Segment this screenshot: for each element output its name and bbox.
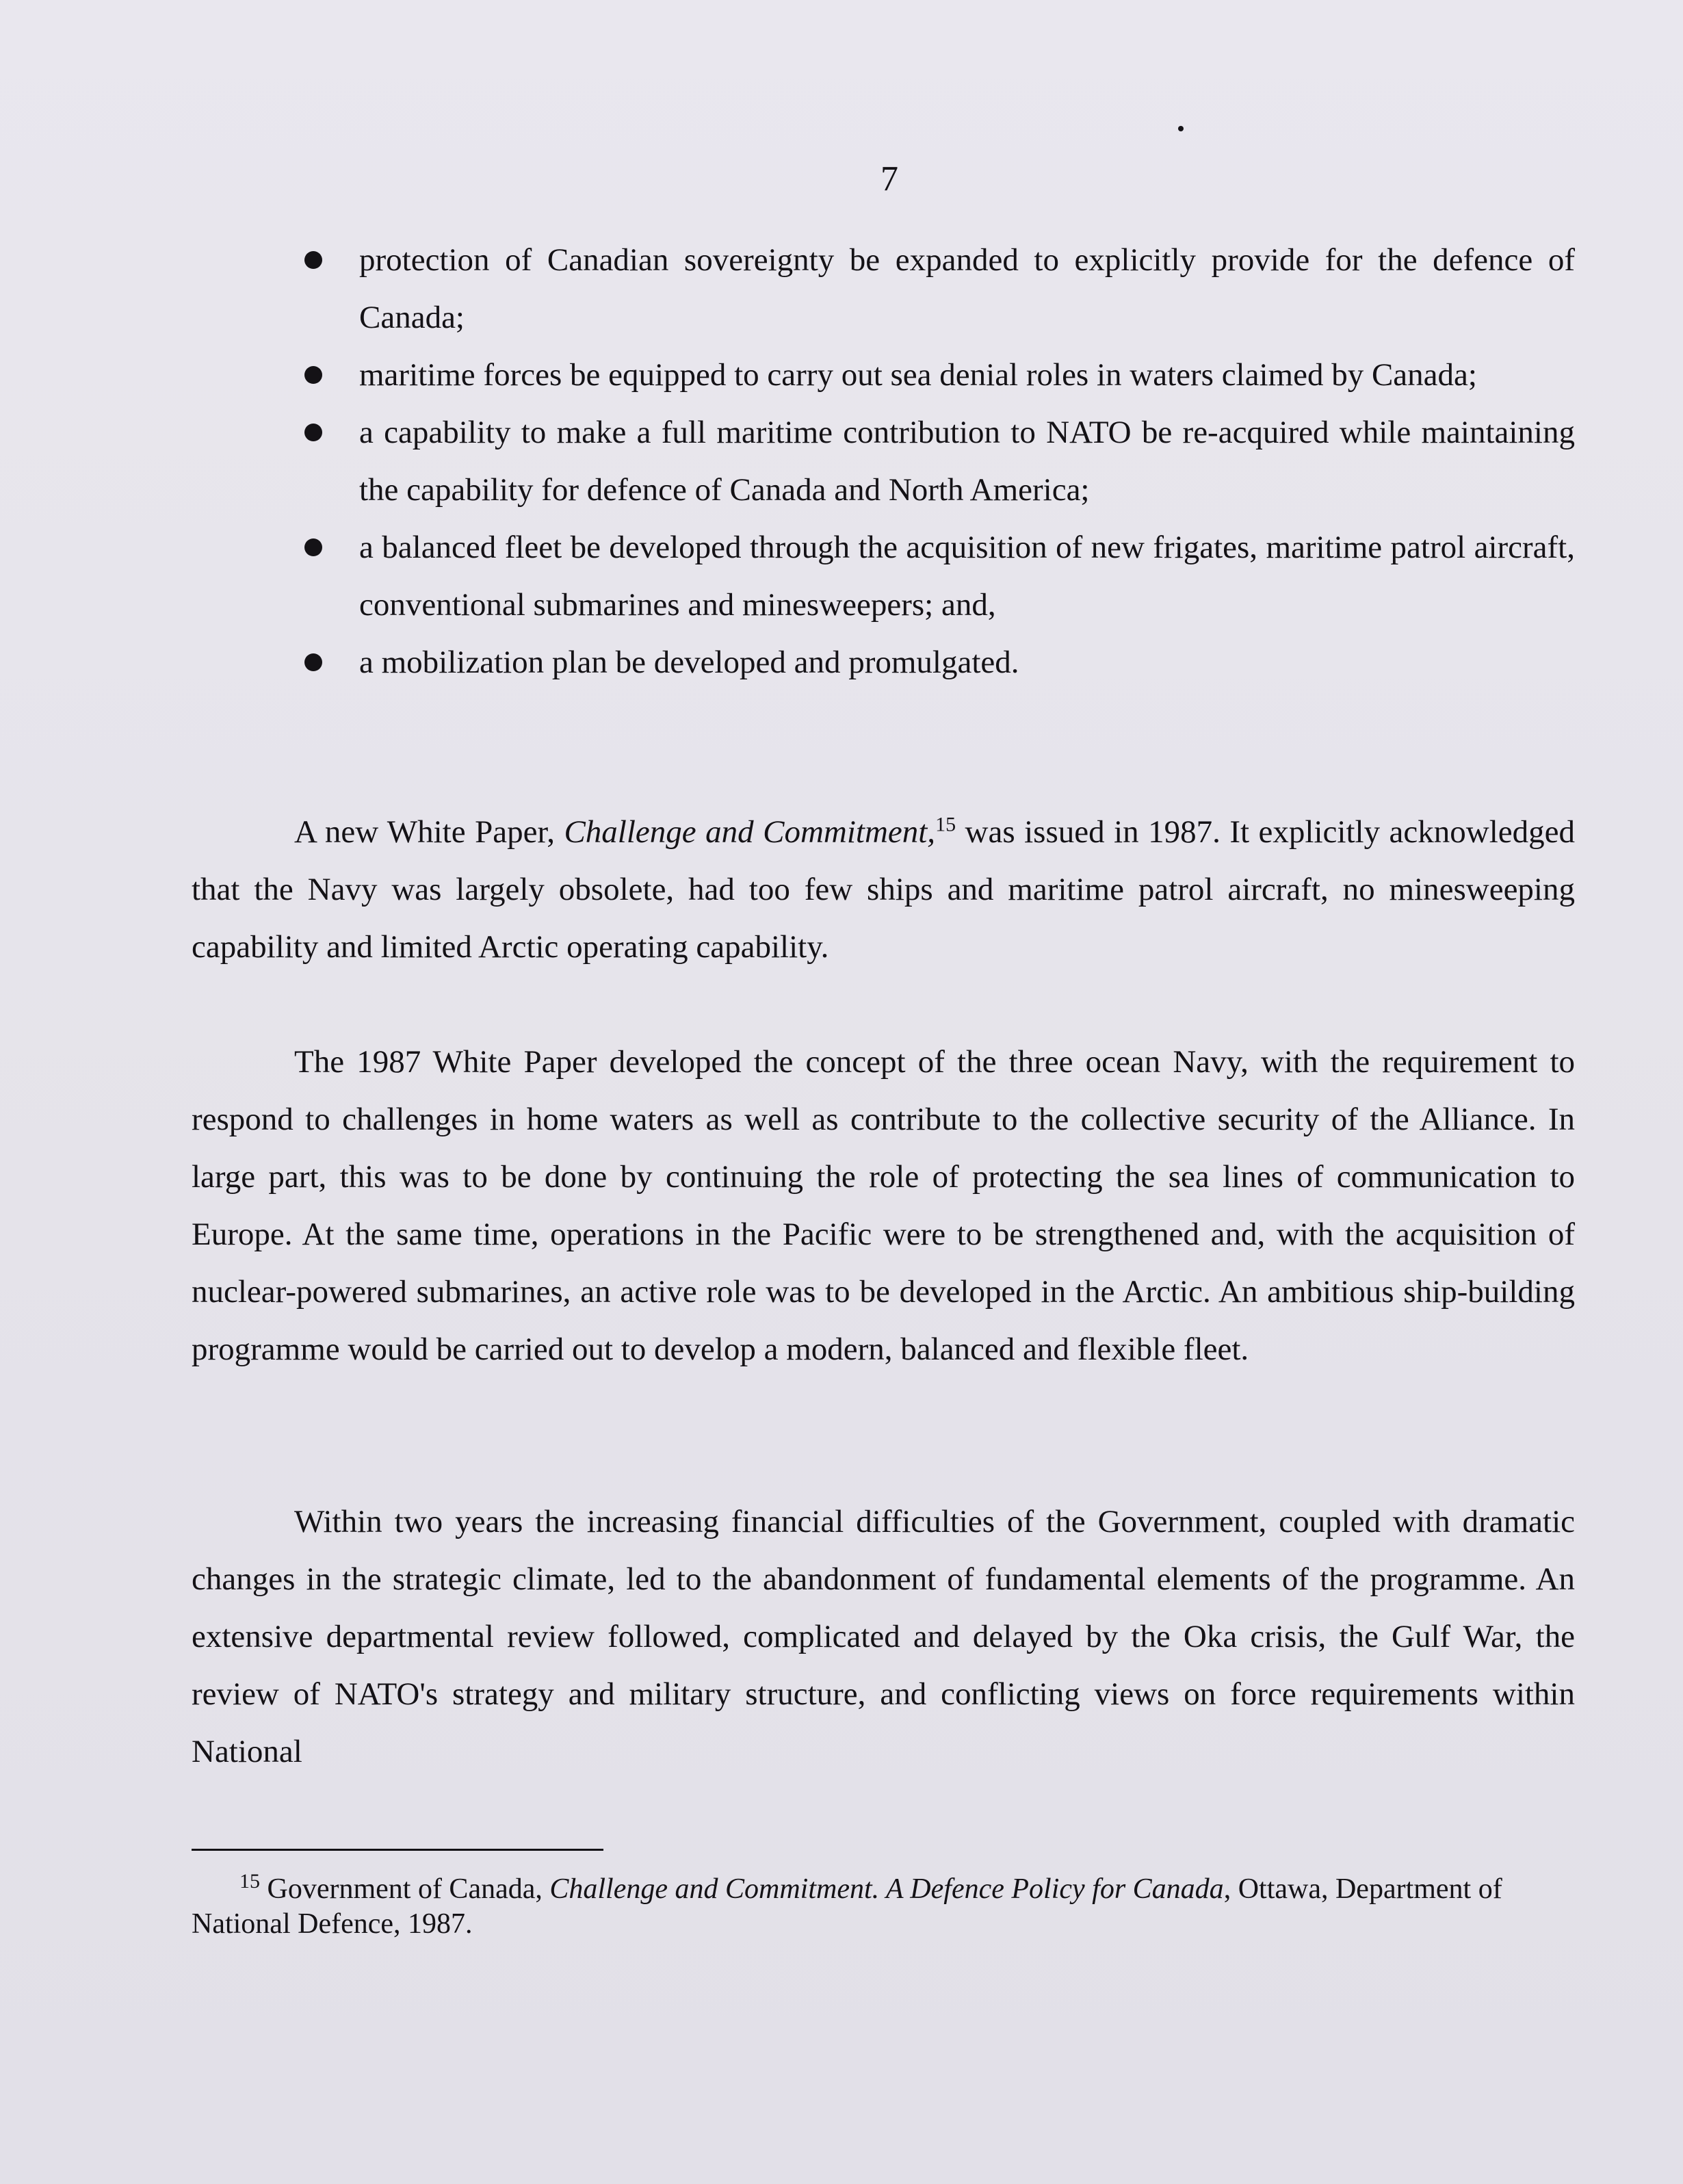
list-item — [301, 519, 1575, 634]
footnote-author: Government of Canada, — [260, 1873, 550, 1905]
publication-title: Challenge and Commitment, — [564, 814, 936, 850]
paragraph-text: A new White Paper, — [294, 814, 564, 850]
paragraph-three-ocean-navy: The 1987 White Paper developed the concept of the three ocean Navy, with the requirement to respond to challenges in home waters as well as contribute to the collective security of the Alliance. In large part, this was to be done by continuing the role of protecting the sea lines of communication to Europe. At the same time, operations in the Pacific were to be strengthened and, with the acquisition of nuclear-powered submarines, an active role was to be developed in the Arctic. An ambitious ship-building programme would be carried out to develop a modern, balanced and flexible fleet. — [192, 1044, 1575, 1367]
bullet-icon — [304, 538, 322, 556]
bullet-icon — [304, 424, 322, 441]
footnote-title: Challenge and Commitment. A Defence Policy for Canada — [549, 1873, 1224, 1905]
page-number: 7 — [880, 159, 898, 198]
list-item-text: a capability to make a full maritime contribution to NATO be re-acquired while maintaining the capability for defence of Canada and North America; — [359, 415, 1575, 508]
footnote-citation: , Ottawa, Department of National Defence, 1987. — [192, 1873, 1502, 1940]
list-item-text: maritime forces be equipped to carry out sea denial roles in waters claimed by Canada; — [359, 357, 1477, 393]
paragraph-white-paper — [192, 803, 1575, 976]
paragraph-text: was issued in 1987. It explicitly acknowledged that the Navy was largely obsolete, had too few ships and maritime patrol aircraft, no minesweeping capability and limited Arctic operating capability. — [192, 814, 1575, 965]
list-item-text: a balanced fleet be developed through the acquisition of new frigates, maritime patrol aircraft, conventional submarines and minesweepers; and, — [359, 530, 1575, 623]
list-item — [301, 404, 1575, 519]
bullet-icon — [304, 366, 322, 384]
list-item-text: protection of Canadian sovereignty be expanded to explicitly provide for the defence of Canada; — [359, 242, 1575, 335]
paragraph-abandonment: Within two years the increasing financial difficulties of the Government, coupled with dramatic changes in the strategic climate, led to the abandonment of fundamental elements of the programme. An extensive departmental review followed, complicated and delayed by the Oka crisis, the Gulf War, the review of NATO's strategy and military structure, and conflicting views on force requirements within National — [192, 1504, 1575, 1769]
footnote — [192, 1872, 1546, 1942]
recommendations-list — [301, 231, 1575, 691]
list-item-text: a mobilization plan be developed and promulgated. — [359, 645, 1019, 680]
list-item — [301, 346, 1575, 404]
bullet-icon — [304, 251, 322, 269]
bullet-icon — [304, 653, 322, 671]
list-item — [301, 634, 1575, 691]
footnote-reference: 15 — [935, 813, 956, 836]
footnote-number: 15 — [239, 1870, 260, 1893]
footnote-divider — [192, 1849, 603, 1851]
list-item — [301, 231, 1575, 346]
ink-speck — [1178, 126, 1184, 131]
